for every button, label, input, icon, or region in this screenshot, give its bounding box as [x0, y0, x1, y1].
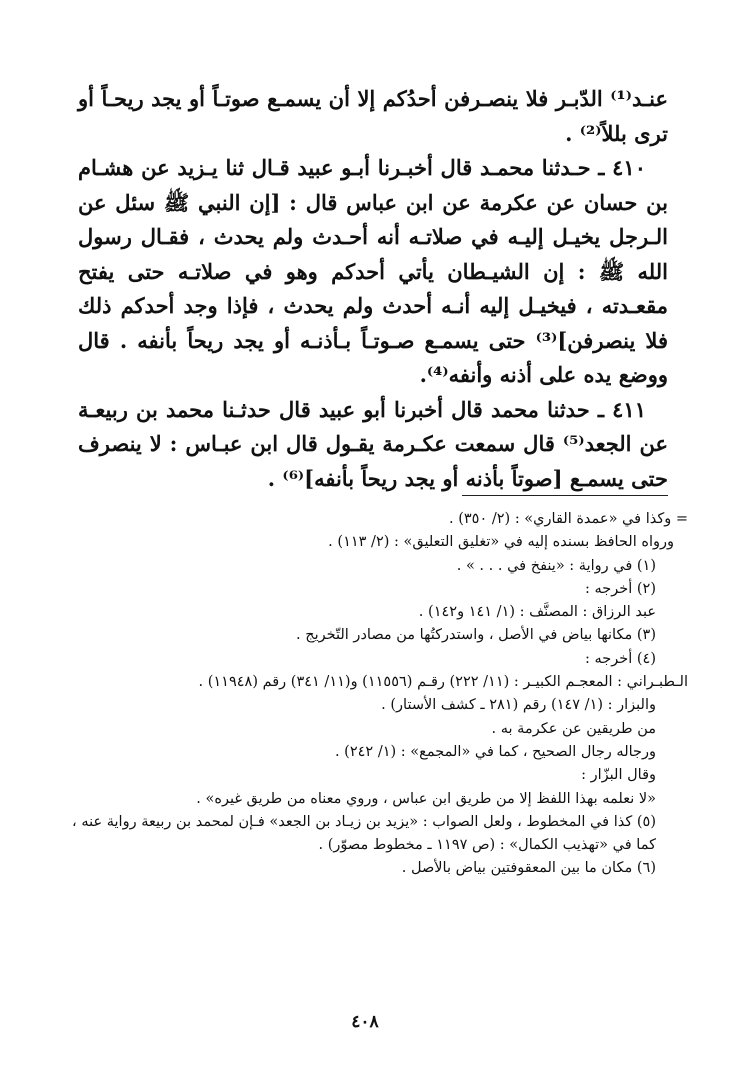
footnote-line: عبد الرزاق : المصنَّف : (١/ ١٤١ و١٤٢) .	[418, 604, 656, 621]
footnote-line: (٥) كذا في المخطوط ، ولعل الصواب : «يزيد بن زيـاد بن الجعد» فـإن لمحمد بن ربيعة رواية عنه ، كما في «تهذيب الكمال» : (ص ١١٩٧ ـ مخطوط مصوّر) .	[72, 813, 656, 854]
footnote-line: (٦) مكان ما بين المعقوفتين بياض بالأصل .	[401, 860, 656, 877]
footnote-line: من طريقين عن عكرمة به .	[491, 720, 656, 737]
footnotes	[72, 508, 688, 881]
page-number: ٤٠٨	[351, 1012, 379, 1032]
footnote-line: = وكذا في «عمدة القاري» : (٢/ ٣٥٠) .	[448, 511, 688, 527]
footnote-line: (٢) أخرجه :	[585, 580, 656, 597]
footnote-line: والبزار : (١/ ١٤٧) رقم (٢٨١ ـ كشف الأستار) .	[381, 697, 656, 714]
footnote-line: ورواه الحافظ بسنده إليه في «تغليق التعليق» : (٢/ ١١٣) .	[328, 534, 674, 551]
paragraph-hadith-411: ٤١١ ـ حدثنا محمد قال أخبرنا أبو عبيد قال حدثـنا محمد بن ربيعـة عن الجعد⁽⁵⁾ قال سمعت عكـرمة يقـول قال ابن عبـاس : لا ينصرف حتى يسمـع [صوتاً بأذنه أو يجد ريحاً بأنفه]⁽⁶⁾ .	[78, 396, 668, 491]
paragraph-hadith-410: ٤١٠ ـ حـدثنا محمـد قال أخبـرنا أبـو عبيد قـال ثنا يـزيد عن هشـام بن حسان عن عكرمة عن ابن عباس قال : [إن النبي ﷺ سئل عن الـرجل يخيـل إليـه في صلاتـه أنه أحـدث ولم يحدث ، فقـال رسول الله ﷺ : إن الشيـطان يأتي أحدكم وهو في صلاتـه حتى يفتح مقعـدته ، فيخيـل إليه أنـه أحدث ولم يحدث ، فإذا وجد أحدكم ذلك فلا ينصرفن]⁽³⁾ حتى يسمـع صـوتـاً بـأذنـه أو يجد ريحاً بأنفه . قال ووضع يده على أذنه وأنفه⁽⁴⁾.	[78, 155, 668, 387]
footnote-line: الـطبـراني : المعجـم الكبيـر : (١١/ ٢٢٢) رقـم (١١٥٥٦) و(١١/ ٣٤١) رقم (١١٩٤٨) .	[198, 674, 688, 691]
main-text	[78, 82, 668, 496]
paragraph-continuation: عنـد⁽¹⁾ الدّبـر فلا ينصـرفن أحدُكم إلا أن يسمـع صوتـاً أو يجد ريحـاً أو ترى بللاً⁽²⁾ .	[78, 86, 668, 146]
footnote-line: (٤) أخرجه :	[585, 650, 656, 667]
footnote-line: (٣) مكانها بياض في الأصل ، واستدركتُها من مصادر التّخريج .	[296, 627, 656, 644]
footnote-line: وقال البزّار :	[581, 767, 656, 784]
footnote-line: (١) في رواية : «ينفخ في . . . » .	[456, 557, 656, 574]
footnote-separator	[462, 495, 668, 496]
footnote-line: ورجاله رجال الصحيح ، كما في «المجمع» : (١/ ٢٤٢) .	[334, 743, 656, 760]
footnote-line: «لا نعلمه بهذا اللفظ إلا من طريق ابن عباس ، وروي معناه من طريق غيره» .	[196, 790, 656, 807]
